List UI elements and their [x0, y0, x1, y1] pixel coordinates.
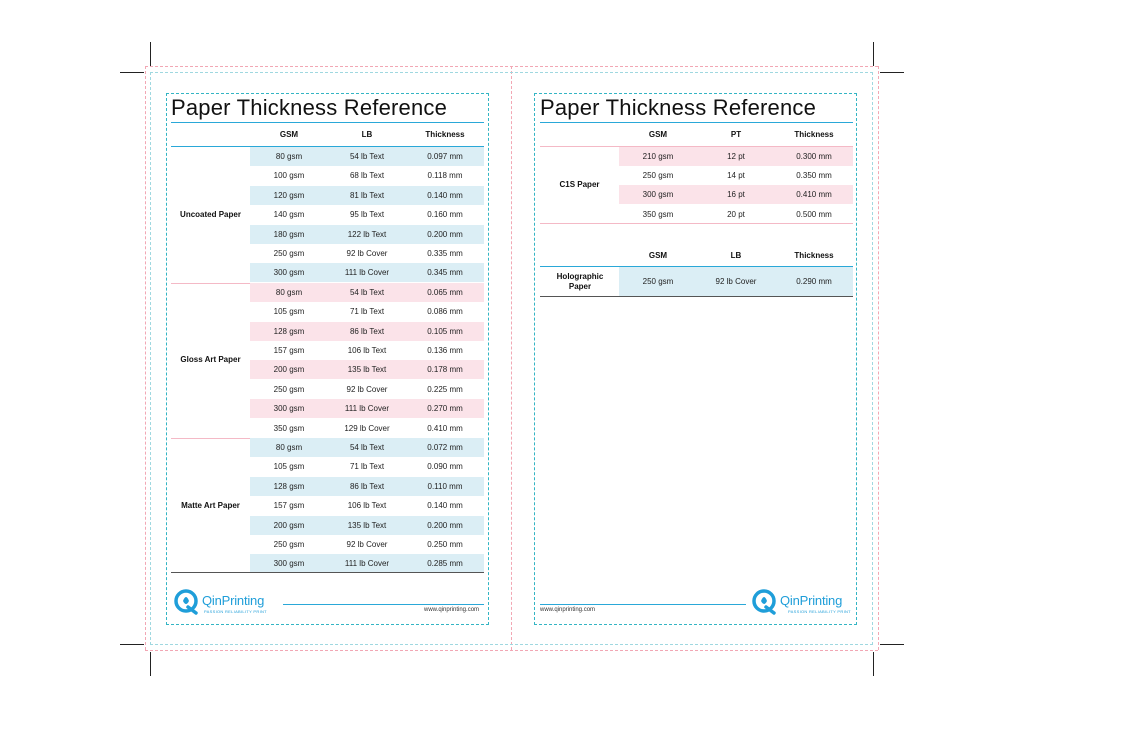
crop-mark — [150, 652, 151, 676]
gsm-cell: 120 gsm — [273, 190, 305, 200]
table-row — [619, 205, 853, 224]
thickness-cell: 0.225 mm — [427, 384, 463, 394]
thickness-cell: 0.105 mm — [427, 326, 463, 336]
page-title: Paper Thickness Reference — [171, 95, 448, 120]
website-url: www.qinprinting.com — [424, 607, 480, 613]
lb-cell: 92 lb Cover — [346, 384, 388, 394]
table-row — [250, 244, 484, 263]
crop-mark — [120, 72, 144, 73]
column-header: Thickness — [794, 130, 834, 139]
lb-cell: 86 lb Text — [349, 326, 385, 336]
gsm-cell: 300 gsm — [273, 559, 305, 569]
thickness-cell: 0.178 mm — [427, 365, 463, 375]
table-row — [619, 166, 853, 185]
page-title: Paper Thickness Reference — [540, 95, 817, 120]
gsm-cell: 140 gsm — [273, 210, 305, 220]
table-bottom-rule — [171, 572, 484, 573]
gsm-cell: 105 gsm — [273, 462, 305, 472]
gsm-cell: 128 gsm — [273, 326, 305, 336]
table-row — [250, 263, 484, 282]
thickness-cell: 0.345 mm — [427, 268, 463, 278]
pt-cell: 16 pt — [727, 190, 745, 200]
table-row — [250, 341, 484, 360]
column-header: GSM — [279, 130, 299, 139]
pt-cell: 14 pt — [727, 171, 745, 181]
column-header: Thickness — [794, 251, 834, 260]
column-header: PT — [730, 130, 742, 139]
gsm-cell: 300 gsm — [642, 190, 674, 200]
table-row — [250, 186, 484, 205]
table-row — [250, 380, 484, 399]
gsm-cell: 80 gsm — [275, 152, 303, 161]
gsm-cell: 350 gsm — [273, 423, 305, 433]
lb-cell: 111 lb Cover — [344, 559, 390, 569]
lb-cell: 86 lb Text — [349, 481, 385, 491]
gsm-cell: 250 gsm — [642, 171, 674, 181]
thickness-cell: 0.065 mm — [427, 287, 463, 297]
gsm-cell: 128 gsm — [273, 481, 305, 491]
thickness-cell: 0.410 mm — [427, 423, 463, 433]
gsm-cell: 350 gsm — [642, 209, 674, 219]
gsm-cell: 200 gsm — [273, 520, 305, 530]
thickness-cell: 0.250 mm — [427, 540, 463, 549]
lb-cell: 54 lb Text — [349, 443, 385, 452]
group-label: Uncoated Paper — [180, 209, 241, 219]
website-url: www.qinprinting.com — [540, 607, 596, 613]
pt-cell: 20 pt — [727, 209, 745, 219]
qinprinting-logo-icon — [752, 589, 778, 615]
crop-mark — [880, 644, 904, 645]
lb-cell: 68 lb Text — [349, 171, 385, 181]
table-row — [619, 147, 853, 166]
logo-wordmark: QinPrinting — [202, 593, 265, 608]
gsm-cell: 250 gsm — [642, 277, 674, 286]
table-row — [619, 185, 853, 204]
lb-cell: 122 lb Text — [347, 229, 387, 239]
thickness-cell: 0.270 mm — [427, 404, 463, 414]
lb-cell: 129 lb Cover — [344, 423, 390, 433]
thickness-cell: 0.110 mm — [427, 481, 463, 491]
gsm-cell: 157 gsm — [273, 346, 305, 355]
lb-cell: 71 lb Text — [349, 307, 385, 317]
crop-mark — [873, 42, 874, 66]
lb-cell: 92 lb Cover — [346, 540, 388, 549]
table-row — [250, 535, 484, 554]
title-underline — [171, 122, 484, 123]
table-row — [250, 322, 484, 341]
lb-cell: 92 lb Cover — [346, 249, 388, 258]
lb-cell: 81 lb Text — [349, 190, 385, 200]
thickness-cell: 0.200 mm — [427, 520, 463, 530]
group-label: Matte Art Paper — [181, 500, 240, 510]
table-row — [250, 360, 484, 379]
crop-mark — [150, 42, 151, 66]
thickness-cell: 0.500 mm — [796, 209, 832, 219]
gsm-cell: 210 gsm — [642, 152, 674, 161]
crop-mark — [120, 644, 144, 645]
column-header: LB — [361, 130, 373, 139]
thickness-cell: 0.160 mm — [427, 210, 463, 220]
table-row — [250, 147, 484, 166]
lb-cell: 111 lb Cover — [344, 404, 390, 414]
table-bottom-rule — [540, 223, 853, 224]
gsm-cell: 105 gsm — [273, 307, 305, 317]
gsm-cell: 180 gsm — [273, 229, 305, 239]
gsm-cell: 80 gsm — [275, 443, 303, 452]
thickness-cell: 0.410 mm — [796, 190, 832, 200]
bleed-line — [145, 650, 878, 651]
group-label: Holographic Paper — [556, 272, 604, 291]
lb-cell: 54 lb Text — [349, 287, 385, 297]
group-label: C1S Paper — [559, 180, 600, 190]
table-row — [250, 438, 484, 457]
crop-mark — [880, 72, 904, 73]
lb-cell: 92 lb Cover — [715, 277, 757, 286]
lb-cell: 106 lb Text — [347, 501, 387, 511]
thickness-cell: 0.140 mm — [427, 190, 463, 200]
gsm-cell: 250 gsm — [273, 540, 305, 549]
thickness-cell: 0.300 mm — [796, 152, 832, 161]
column-header: Thickness — [425, 130, 465, 139]
gsm-cell: 200 gsm — [273, 365, 305, 375]
group-label: Gloss Art Paper — [180, 355, 241, 365]
table-bottom-rule — [540, 296, 853, 297]
column-header: GSM — [648, 130, 668, 139]
pt-cell: 12 pt — [727, 152, 745, 161]
table-row — [250, 225, 484, 244]
title-underline — [540, 122, 853, 123]
thickness-cell: 0.335 mm — [427, 249, 463, 258]
lb-cell: 106 lb Text — [347, 346, 387, 355]
bleed-line — [145, 66, 146, 650]
lb-cell: 95 lb Text — [349, 210, 385, 220]
thickness-cell: 0.097 mm — [427, 152, 463, 161]
lb-cell: 135 lb Text — [347, 520, 387, 530]
gsm-cell: 157 gsm — [273, 501, 305, 511]
gsm-cell: 300 gsm — [273, 268, 305, 278]
table-row — [250, 205, 484, 224]
logo-tagline: PASSION RELIABILITY PRINT — [204, 609, 267, 614]
table-row — [250, 283, 484, 302]
table-row — [250, 554, 484, 573]
gsm-cell: 300 gsm — [273, 404, 305, 414]
table-row — [250, 302, 484, 321]
lb-cell: 54 lb Text — [349, 152, 385, 161]
footer-rule — [540, 604, 746, 605]
gsm-cell: 250 gsm — [273, 249, 305, 258]
thickness-cell: 0.136 mm — [427, 346, 463, 355]
table-row — [250, 496, 484, 515]
table-row — [250, 166, 484, 185]
thickness-cell: 0.086 mm — [427, 307, 463, 317]
bleed-line — [878, 66, 879, 650]
table-row — [250, 457, 484, 476]
thickness-cell: 0.072 mm — [427, 443, 463, 452]
gsm-cell: 100 gsm — [273, 171, 305, 181]
table-row — [250, 419, 484, 438]
gsm-cell: 80 gsm — [275, 287, 303, 297]
qinprinting-logo-icon — [174, 589, 200, 615]
thickness-cell: 0.350 mm — [796, 171, 832, 181]
crop-mark — [873, 652, 874, 676]
thickness-cell: 0.200 mm — [427, 229, 463, 239]
logo-tagline: PASSION RELIABILITY PRINT — [788, 609, 851, 614]
lb-cell: 111 lb Cover — [344, 268, 390, 278]
footer-rule — [283, 604, 484, 605]
table-row — [250, 399, 484, 418]
thickness-cell: 0.285 mm — [427, 559, 463, 569]
gsm-cell: 250 gsm — [273, 384, 305, 394]
column-header: LB — [730, 251, 742, 260]
lb-cell: 71 lb Text — [349, 462, 385, 472]
table-row — [619, 267, 853, 296]
thickness-cell: 0.118 mm — [427, 171, 463, 181]
table-row — [250, 516, 484, 535]
logo-wordmark: QinPrinting — [780, 593, 843, 608]
table-row — [250, 477, 484, 496]
thickness-cell: 0.090 mm — [427, 462, 463, 472]
thickness-cell: 0.140 mm — [427, 501, 463, 511]
thickness-cell: 0.290 mm — [796, 277, 832, 286]
column-header: GSM — [648, 251, 668, 260]
lb-cell: 135 lb Text — [347, 365, 387, 375]
